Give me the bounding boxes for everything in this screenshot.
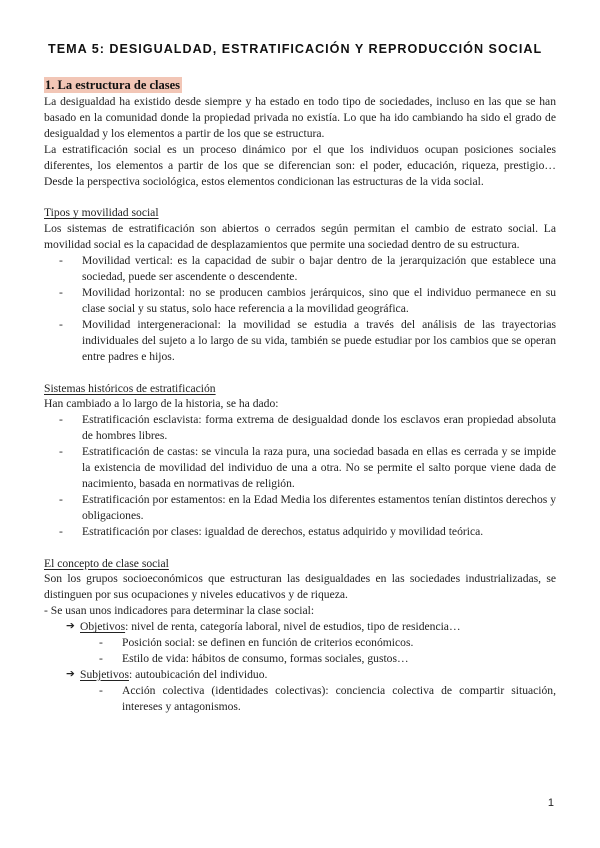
list-item xyxy=(66,667,556,715)
list-item: - Estratificación por clases: igualdad de derechos, estatus adquirido y movilidad teórica. xyxy=(82,524,556,540)
list-item: - Estilo de vida: hábitos de consumo, formas sociales, gustos… xyxy=(122,651,556,667)
document-title: TEMA 5: DESIGUALDAD, ESTRATIFICACIÓN Y REPRODUCCIÓN SOCIAL xyxy=(48,42,543,56)
list-item: - Estratificación por estamentos: en la Edad Media los diferentes estamentos tenían distintos derechos y obligaciones. xyxy=(82,492,556,524)
list-item: - Estratificación esclavista: forma extrema de desigualdad donde los esclavos eran propiedad absoluta de hombres libres. xyxy=(82,412,556,444)
paragraph: Los sistemas de estratificación son abiertos o cerrados según permitan el cambio de estrato social. La movilidad social es la capacidad de desplazamientos que permite una sociedad dentro de su estructura. xyxy=(44,222,556,252)
paragraph: La estratificación social es un proceso dinámico por el que los individuos ocupan posiciones sociales diferentes, los elementos a partir de los que se diferencian son: el poder, educación, riqueza, prestigio… Desde la perspectiva sociológica, estos elementos condicionan las estructuras de la vida social. xyxy=(44,142,556,188)
list-item: - Movilidad intergeneracional: la movilidad se estudia a través del análisis de las trayectorias individuales del sujeto a lo largo de su vida, también se puede estudiar por los cambios que se operan entre padres e hijos. xyxy=(82,317,556,365)
subjetivos-text: : autoubicación del individuo. xyxy=(128,667,268,681)
section-heading-estructura: 1. La estructura de clases xyxy=(45,78,181,92)
list-item: - Acción colectiva (identidades colectivas): conciencia colectiva de compartir situación, intereses y antagonismos. xyxy=(122,683,556,715)
objetivos-text: : nivel de renta, categoría laboral, nivel de estudios, tipo de residencia… xyxy=(125,620,461,634)
arrow-right-icon: ➔ xyxy=(66,667,75,680)
list-item: - Estratificación de castas: se vincula la raza pura, una sociedad basada en ellas es cerrada y se impide la existencia de movilidad del individuo de una a otra. No se permite el salto porque viene dada de nacimiento, basada en normativas de religión. xyxy=(82,444,556,492)
paragraph: Han cambiado a lo largo de la historia, se ha dado: xyxy=(44,397,279,411)
document-page xyxy=(44,42,556,715)
subheading-sistemas: Sistemas históricos de estratificación xyxy=(44,381,216,395)
paragraph: - Se usan unos indicadores para determinar la clase social: xyxy=(44,604,315,618)
subjetivos-sublist xyxy=(80,683,556,715)
list-item: - Movilidad horizontal: no se producen cambios jerárquicos, sino que el individuo permanece en su clase social y su status, solo hace referencia a la movilidad geográfica. xyxy=(82,285,556,317)
paragraph: La desigualdad ha existido desde siempre y ha estado en todo tipo de sociedades, incluso en las que se han basado en la comunidad donde la propiedad privada no existía. Lo que ha ido cambiando ha sido el grado de desigualdad y los elementos a partir de los que se estructura. xyxy=(44,95,556,140)
paragraph: Son los grupos socioeconómicos que estructuran las desigualdades en las sociedades industrializadas, se distinguen por sus ocupaciones y niveles educativos y de riqueza. xyxy=(44,572,556,602)
list-item: - Movilidad vertical: es la capacidad de subir o bajar dentro de la jerarquización que establece una sociedad, puede ser ascendente o descendente. xyxy=(82,253,556,285)
list-item: - Posición social: se definen en función de criterios económicos. xyxy=(122,635,556,651)
page-number: 1 xyxy=(547,797,554,809)
objetivos-label: Objetivos xyxy=(80,620,126,634)
subheading-concepto: El concepto de clase social xyxy=(44,556,169,570)
sistemas-list xyxy=(44,412,556,539)
list-item xyxy=(66,619,556,667)
arrow-right-icon: ➔ xyxy=(66,620,75,633)
movilidad-list xyxy=(44,253,556,364)
indicadores-list xyxy=(44,619,556,714)
subheading-tipos: Tipos y movilidad social xyxy=(44,206,159,220)
subjetivos-label: Subjetivos xyxy=(80,667,129,681)
objetivos-sublist xyxy=(80,635,556,667)
